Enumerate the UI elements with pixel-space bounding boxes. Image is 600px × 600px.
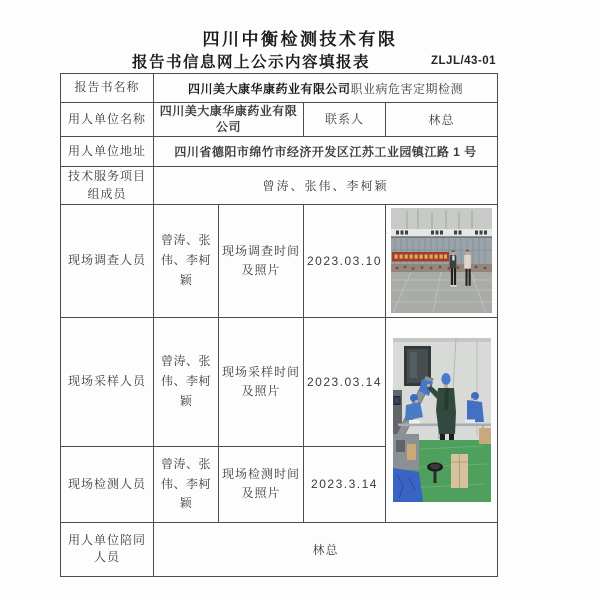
row-survey xyxy=(61,204,498,317)
report-name-company: 四川美大康华康药业有限公司 xyxy=(188,81,351,96)
survey-members: 曾涛、张伟、李柯颖 xyxy=(154,204,219,317)
report-name-suffix: 职业病危害定期检测 xyxy=(350,81,464,96)
row-employer-name xyxy=(61,103,498,137)
row-employer-address xyxy=(61,137,498,167)
sampling-time-label: 现场采样时间及照片 xyxy=(219,317,304,446)
employer-name-value: 四川美大康华康药业有限公司 xyxy=(154,103,304,137)
team-label: 技术服务项目组成员 xyxy=(61,167,154,205)
employer-address-label: 用人单位地址 xyxy=(61,137,154,167)
detection-label: 现场检测人员 xyxy=(61,446,154,522)
document-code: ZLJL/43-01 xyxy=(431,55,497,67)
building-exterior-photo xyxy=(391,208,492,313)
report-name-value xyxy=(154,74,498,103)
company-title: 四川中衡检测技术有限 xyxy=(202,30,398,49)
row-team xyxy=(61,167,498,205)
sampling-date: 2023.03.14 xyxy=(304,317,386,446)
employer-address-value: 四川省德阳市绵竹市经济开发区江苏工业园镇江路 1 号 xyxy=(154,137,498,167)
employer-name-label: 用人单位名称 xyxy=(61,103,154,137)
survey-photo-cell xyxy=(386,204,498,317)
row-sampling xyxy=(61,317,498,446)
escort-label: 用人单位陪同人员 xyxy=(61,522,154,576)
sampling-members: 曾涛、张伟、李柯颖 xyxy=(154,317,219,446)
detection-time-label: 现场检测时间及照片 xyxy=(219,446,304,522)
escort-value: 林总 xyxy=(154,522,498,576)
detection-date: 2023.3.14 xyxy=(304,446,386,522)
report-info-table xyxy=(60,73,498,577)
sampling-detection-photo-cell xyxy=(386,317,498,522)
survey-time-label: 现场调查时间及照片 xyxy=(219,204,304,317)
contact-value: 林总 xyxy=(386,103,498,137)
survey-date: 2023.03.10 xyxy=(304,204,386,317)
sampling-label: 现场采样人员 xyxy=(61,317,154,446)
survey-label: 现场调查人员 xyxy=(61,204,154,317)
detection-members: 曾涛、张伟、李柯颖 xyxy=(154,446,219,522)
form-title: 报告书信息网上公示内容填报表 xyxy=(131,54,370,71)
row-escort xyxy=(61,522,498,576)
contact-label: 联系人 xyxy=(304,103,386,137)
row-report-name xyxy=(61,74,498,103)
team-members: 曾涛、张伟、李柯颖 xyxy=(154,167,498,205)
report-name-label: 报告书名称 xyxy=(61,74,154,103)
workshop-interior-photo xyxy=(393,338,491,502)
